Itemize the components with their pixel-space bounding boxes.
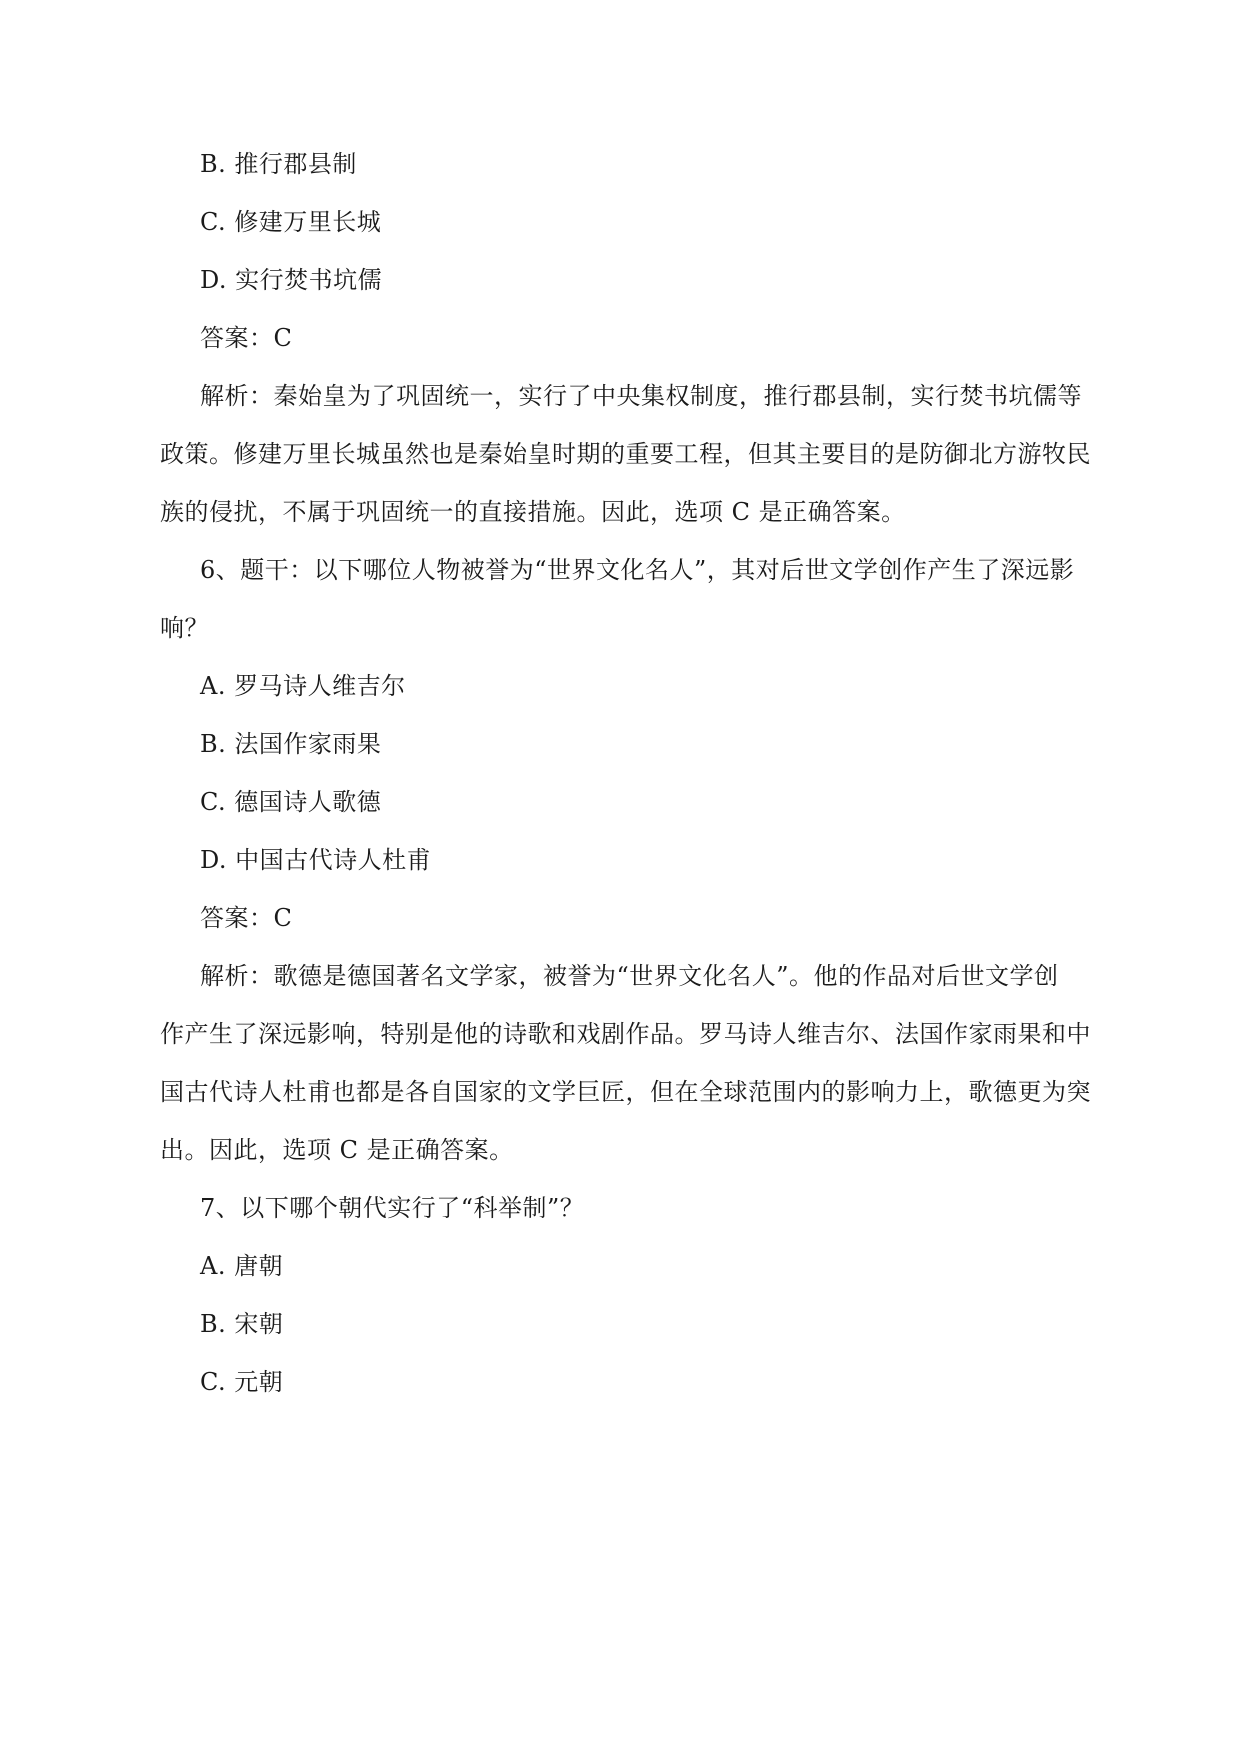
q6-analysis-line-3: 国古代诗人杜甫也都是各自国家的文学巨匠，但在全球范围内的影响力上，歌德更为突 (160, 1078, 1091, 1106)
q6-stem-line-1: 6、题干：以下哪位人物被誉为“世界文化名人”，其对后世文学创作产生了深远影 (200, 556, 1075, 584)
q5-option-d: D. 实行焚书坑儒 (200, 266, 383, 294)
q5-analysis-line-1: 解析：秦始皇为了巩固统一，实行了中央集权制度，推行郡县制，实行焚书坑儒等 (200, 382, 1082, 410)
q6-analysis-line-1: 解析：歌德是德国著名文学家，被誉为“世界文化名人”。他的作品对后世文学创 (200, 962, 1059, 990)
q6-analysis-line-4: 出。因此，选项 C 是正确答案。 (160, 1136, 514, 1164)
q7-option-b: B. 宋朝 (200, 1310, 284, 1338)
q5-option-b: B. 推行郡县制 (200, 150, 357, 178)
q5-analysis-line-2: 政策。修建万里长城虽然也是秦始皇时期的重要工程，但其主要目的是防御北方游牧民 (160, 440, 1091, 468)
q6-option-d: D. 中国古代诗人杜甫 (200, 846, 432, 874)
q6-option-c: C. 德国诗人歌德 (200, 788, 382, 816)
q5-option-c: C. 修建万里长城 (200, 208, 382, 236)
q6-option-b: B. 法国作家雨果 (200, 730, 382, 758)
q6-option-a: A. 罗马诗人维吉尔 (200, 672, 406, 700)
q7-stem: 7、以下哪个朝代实行了“科举制”？ (200, 1194, 585, 1222)
q5-answer: 答案：C (200, 324, 293, 352)
q7-option-a: A. 唐朝 (200, 1252, 284, 1280)
q6-stem-line-2: 响？ (160, 614, 209, 642)
q6-analysis-line-2: 作产生了深远影响，特别是他的诗歌和戏剧作品。罗马诗人维吉尔、法国作家雨果和中 (160, 1020, 1091, 1048)
q7-option-c: C. 元朝 (200, 1368, 284, 1396)
q5-analysis-line-3: 族的侵扰，不属于巩固统一的直接措施。因此，选项 C 是正确答案。 (160, 498, 906, 526)
q6-answer: 答案：C (200, 904, 293, 932)
